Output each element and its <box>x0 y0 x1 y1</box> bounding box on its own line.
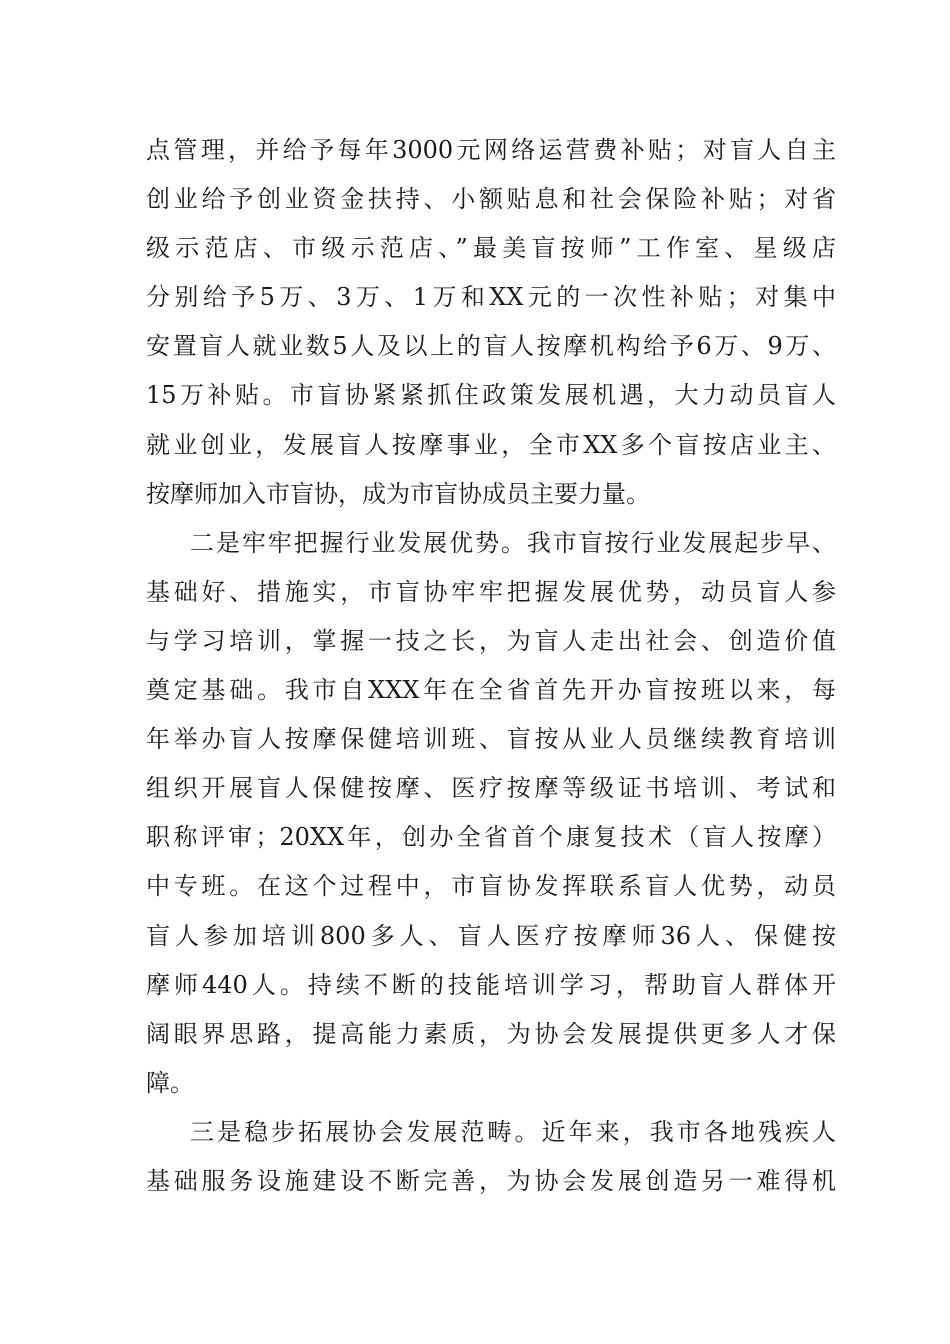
text-line: 15万补贴。市盲协紧紧抓住政策发展机遇，大力动员盲人 <box>146 381 836 410</box>
body-text <box>146 126 836 1206</box>
text-line: 奠定基础。我市自XXX年在全省首先开办盲按班以来，每 <box>146 676 836 705</box>
text-line: 级示范店、市级示范店、”最美盲按师”工作室、星级店 <box>146 234 836 263</box>
text-line: 摩师440人。持续不断的技能培训学习，帮助盲人群体开 <box>146 970 836 999</box>
text-line: 职称评审；20XX年，创办全省首个康复技术（盲人按摩） <box>146 823 836 852</box>
text-line: 三是稳步拓展协会发展范畴。近年来，我市各地残疾人 <box>190 1117 836 1146</box>
text-line: 盲人参加培训800多人、盲人医疗按摩师36人、保健按 <box>146 921 836 950</box>
text-line: 按摩师加入市盲协，成为市盲协成员主要力量。 <box>146 479 650 508</box>
text-line: 就业创业，发展盲人按摩事业，全市XX多个盲按店业主、 <box>146 430 836 459</box>
text-line: 创业给予创业资金扶持、小额贴息和社会保险补贴；对省 <box>146 185 836 214</box>
text-line: 组织开展盲人保健按摩、医疗按摩等级证书培训、考试和 <box>146 774 836 803</box>
text-line: 障。 <box>146 1068 194 1097</box>
text-line: 与学习培训，掌握一技之长，为盲人走出社会、创造价值 <box>146 626 836 655</box>
text-line: 基础服务设施建设不断完善，为协会发展创造另一难得机 <box>146 1166 836 1195</box>
text-line: 二是牢牢把握行业发展优势。我市盲按行业发展起步早、 <box>190 528 836 557</box>
text-line: 点管理，并给予每年3000元网络运营费补贴；对盲人自主 <box>146 136 836 164</box>
text-line: 阔眼界思路，提高能力素质，为协会发展提供更多人才保 <box>146 1019 836 1048</box>
text-line: 中专班。在这个过程中，市盲协发挥联系盲人优势，动员 <box>146 872 836 901</box>
text-line: 分别给予5万、3万、1万和XX元的一次性补贴；对集中 <box>146 283 836 312</box>
text-line: 安置盲人就业数5人及以上的盲人按摩机构给予6万、9万、 <box>146 332 836 361</box>
text-line: 基础好、措施实，市盲协牢牢把握发展优势，动员盲人参 <box>146 577 836 606</box>
text-line: 年举办盲人按摩保健培训班、盲按从业人员继续教育培训 <box>146 725 836 754</box>
